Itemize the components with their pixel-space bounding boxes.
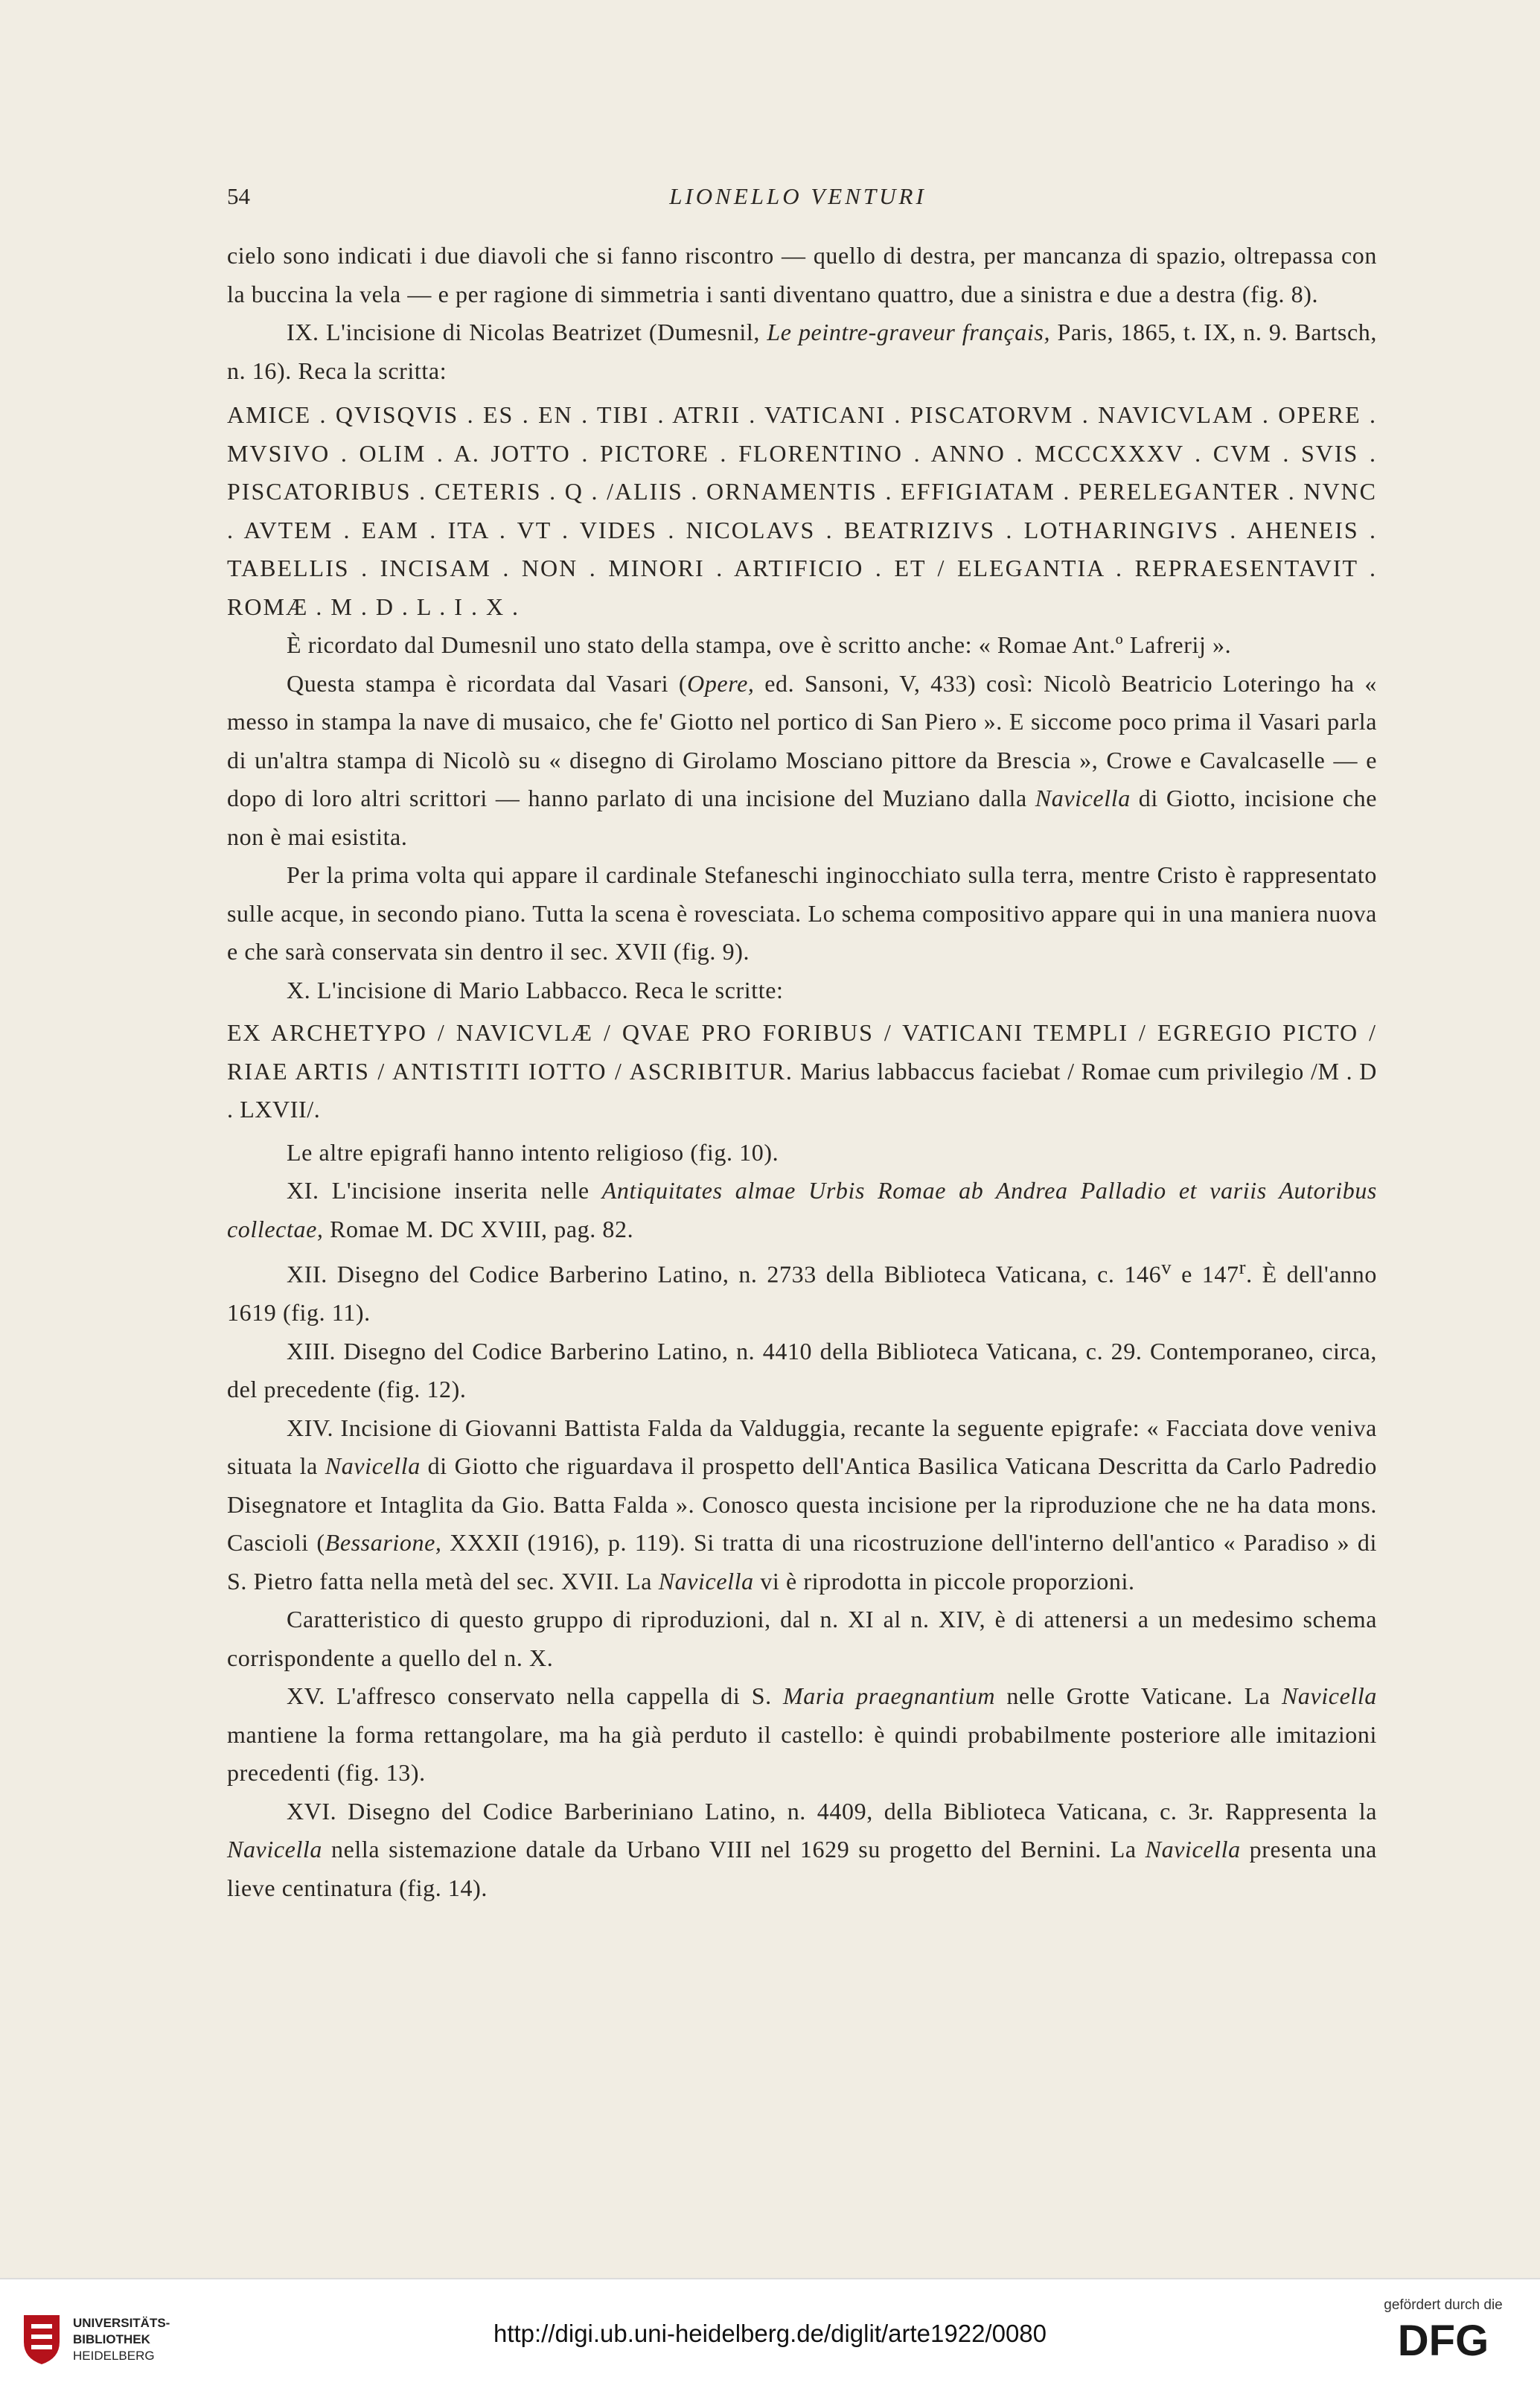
library-name: UNIVERSITÄTS- BIBLIOTHEK HEIDELBERG	[73, 2316, 170, 2363]
inscription-beatrizet: AMICE . QVISQVIS . ES . EN . TIBI . ATRII . VATICANI . PISCATORVM . NAVICVLAM . OPERE . MVSIVO . OLIM . A. JOTTO . PICTORE . FLORENTINO . ANNO . MCCCXXXV . CVM . SVIS . PISCATORIBUS . CETERIS . Q . /ALIIS . ORNAMENTIS . EFFIGIATAM . PERELEGANTER . NVNC . AVTEM . EAM . ITA . VT . VIDES . NICOLAVS . BEATRIZIVS . LOTHARINGIVS . AHENEIS . TABELLIS . INCISAM . NON . MINORI . ARTIFICIO . ET / ELEGANTIA . REPRAESENTAVIT . ROMÆ . M . D . L . I . X .	[227, 401, 1377, 620]
body-text	[227, 237, 1377, 1907]
paragraph: X. L'incisione di Mario Labbacco. Reca le scritte:	[287, 976, 784, 1003]
svg-text:DFG: DFG	[1397, 2318, 1489, 2363]
page-number: 54	[227, 183, 250, 209]
paragraph: XVI. Disegno del Codice Barberiniano Latino, n. 4409, della Biblioteca Vaticana, c. 3r. Rappresenta la Navicella nella sistemazione datale da Urbano VIII nel 1629 su progetto del Bernini. La Navicella presenta una lieve centinatura (fig. 14).	[227, 1797, 1377, 1901]
paragraph: cielo sono indicati i due diavoli che si fanno riscontro — quello di destra, per mancanza di spazio, oltrepassa con la buccina la vela — e per ragione di simmetria i santi diventano quattro, due a sinistra e due a destra (fig. 8).	[227, 242, 1377, 307]
funder-caption: gefördert durch die	[1384, 2297, 1503, 2313]
inscription-labbacco: EX ARCHETYPO / NAVICVLÆ / QVAE PRO FORIBUS / VATICANI TEMPLI / EGREGIO PICTO / RIAE ARTIS / ANTISTITI IOTTO / ASCRIBITUR. Marius labbaccus faciebat / Romae cum privilegio /M . D . LXVII/.	[227, 1019, 1377, 1123]
paragraph: XIII. Disegno del Codice Barberino Latino, n. 4410 della Biblioteca Vaticana, c. 29. Contemporaneo, circa, del precedente (fig. 12).	[227, 1337, 1377, 1403]
paragraph: IX. L'incisione di Nicolas Beatrizet (Dumesnil, Le peintre-graveur français, Paris, 1865, t. IX, n. 9. Bartsch, n. 16). Reca la scritta:	[227, 319, 1377, 384]
paragraph: Le altre epigrafi hanno intento religioso (fig. 10).	[287, 1138, 779, 1166]
paragraph: XV. L'affresco conservato nella cappella di S. Maria praegnantium nelle Grotte Vaticane. La Navicella mantiene la forma rettangolare, ma ha già perduto il castello: è quindi probabilmente posteriore alle imitazioni precedenti (fig. 13).	[227, 1682, 1377, 1787]
paragraph: Per la prima volta qui appare il cardinale Stefaneschi inginocchiato sulla terra, mentre Cristo è rappresentato sulle acque, in secondo piano. Tutta la scena è rovesciata. Lo schema compositivo appare qui in una maniera nuova e che sarà conservata sin dentro il sec. XVII (fig. 9).	[227, 861, 1377, 965]
running-title: LIONELLO VENTURI	[669, 183, 927, 209]
paragraph: XIV. Incisione di Giovanni Battista Falda da Valduggia, recante la seguente epigrafe: « Facciata dove veniva situata la Navicella di Giotto che riguardava il prospetto dell'Antica Basilica Vaticana Descritta da Carlo Padredio Disegnatore et Intaglita da Gio. Batta Falda ». Conosco questa incisione per la riproduzione che ne ha data mons. Cascioli (Bessarione, XXXII (1916), p. 119). Si tratta di una ricostruzione dell'interno dell'antico « Paradiso » di S. Pietro fatta nella metà del sec. XVII. La Navicella vi è riprodotta in piccole proporzioni.	[227, 1414, 1377, 1595]
running-head	[227, 183, 1369, 213]
funder-block[interactable]	[1369, 2297, 1518, 2363]
permalink-url[interactable]: http://digi.ub.uni-heidelberg.de/diglit/arte1922/0080	[493, 2320, 1047, 2347]
paragraph: XII. Disegno del Codice Barberino Latino, n. 2733 della Biblioteca Vaticana, c. 146$^v$ e 147$^r$. È dell'anno 1619 (fig. 11).	[227, 1256, 1377, 1327]
paragraph: È ricordato dal Dumesnil uno stato della stampa, ove è scritto anche: « Romae Ant.º Lafrerij ».	[287, 631, 1232, 658]
italic-title: Le peintre-graveur français,	[767, 319, 1051, 345]
viewer-footer	[0, 2278, 1540, 2400]
paragraph: Questa stampa è ricordata dal Vasari (Opere, ed. Sansoni, V, 433) così: Nicolò Beatricio Loteringo ha « messo in stampa la nave di musaico, che fe' Giotto nel portico di San Piero ». E siccome poco prima il Vasari parla di un'altra stampa di Nicolò su « disegno di Girolamo Mosciano pittore da Brescia », Crowe e Cavalcaselle — e dopo di loro altri scrittori — hanno parlato di una incisione del Muziano dalla Navicella di Giotto, incisione che non è mai esistita.	[227, 669, 1378, 850]
paragraph: Caratteristico di questo gruppo di riproduzioni, dal n. XI al n. XIV, è di attenersi a un medesimo schema corrispondente a quello del n. X.	[227, 1606, 1377, 1671]
paragraph: XI. L'incisione inserita nelle Antiquitates almae Urbis Romae ab Andrea Palladio et variis Autoribus collectae, Romae M. DC XVIII, pag. 82.	[227, 1177, 1377, 1242]
dfg-logo-icon	[1373, 2318, 1514, 2363]
